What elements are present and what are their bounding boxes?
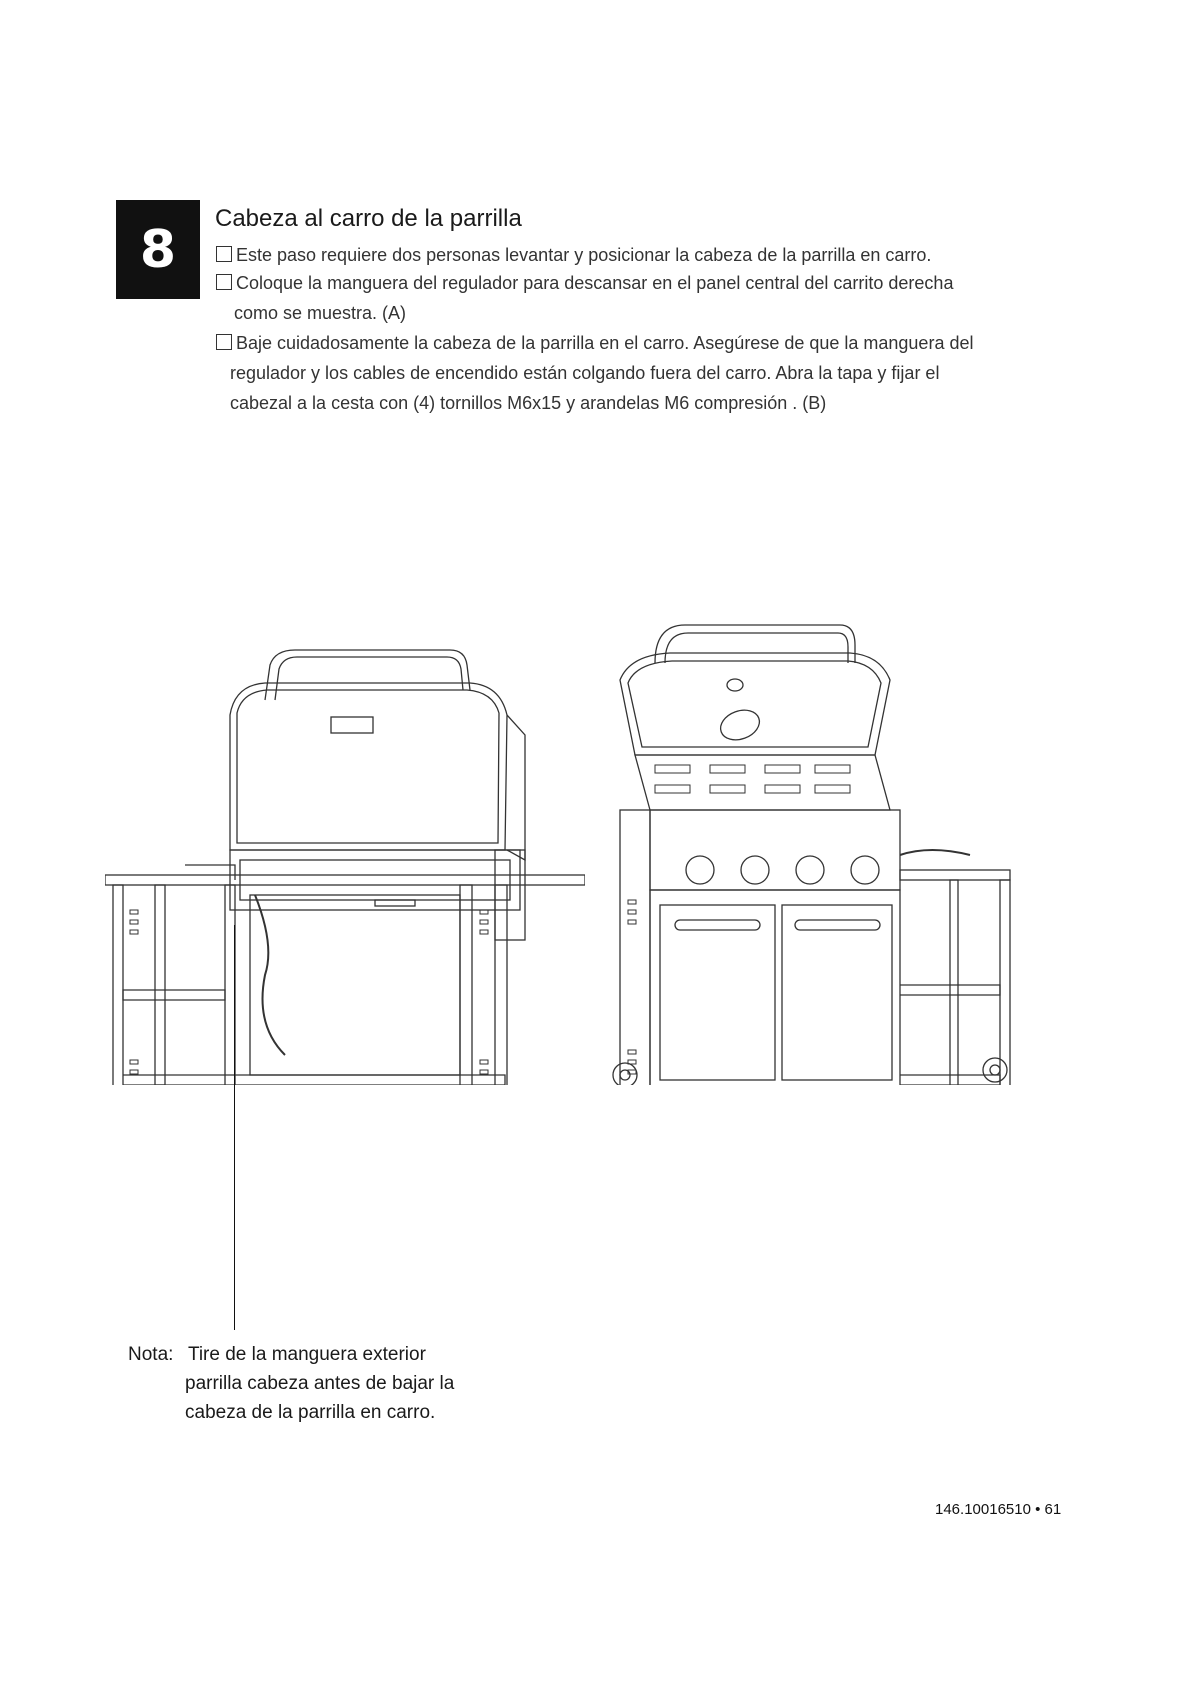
note-pointer-line [234,925,235,1330]
instruction-3 [216,328,973,418]
instruction-2-line-2: como se muestra. (A) [234,303,407,323]
note-line-3: cabeza de la parrilla en carro. [185,1402,436,1423]
step-number: 8 [139,219,177,280]
checkbox-icon [216,334,232,350]
instruction-1 [216,240,931,270]
note-block [128,1340,454,1427]
step-number-badge [116,200,200,299]
instruction-1-text: Este paso requiere dos personas levantar y posicionar la cabeza de la parrilla en carro. [236,245,932,265]
grill-open-lid-icon [610,615,1020,1085]
instruction-3-line-3: cabezal a la cesta con (4) tornillos M6x15 y arandelas M6 compresión . (B) [230,393,827,413]
note-line-1: Tire de la manguera exterior [187,1344,426,1365]
checkbox-icon [216,246,232,262]
step-title: Cabeza al carro de la parrilla [215,205,522,232]
note-line-2: parrilla cabeza antes de bajar la [185,1373,455,1394]
instruction-3-line-2: regulador y los cables de encendido están colgando fuera del carro. Abra la tapa y fijar el [230,363,940,383]
instruction-2-line-1: Coloque la manguera del regulador para descansar en el panel central del carrito derecha [236,273,954,293]
grill-closed-lid-icon [105,645,585,1085]
instruction-3-line-1: Baje cuidadosamente la cabeza de la parrilla en el carro. Asegúrese de que la manguera del [236,333,974,353]
note-label: Nota: [128,1344,174,1365]
instruction-2 [216,268,953,328]
checkbox-icon [216,274,232,290]
page-reference: 146.10016510 • 61 [935,1501,1062,1518]
